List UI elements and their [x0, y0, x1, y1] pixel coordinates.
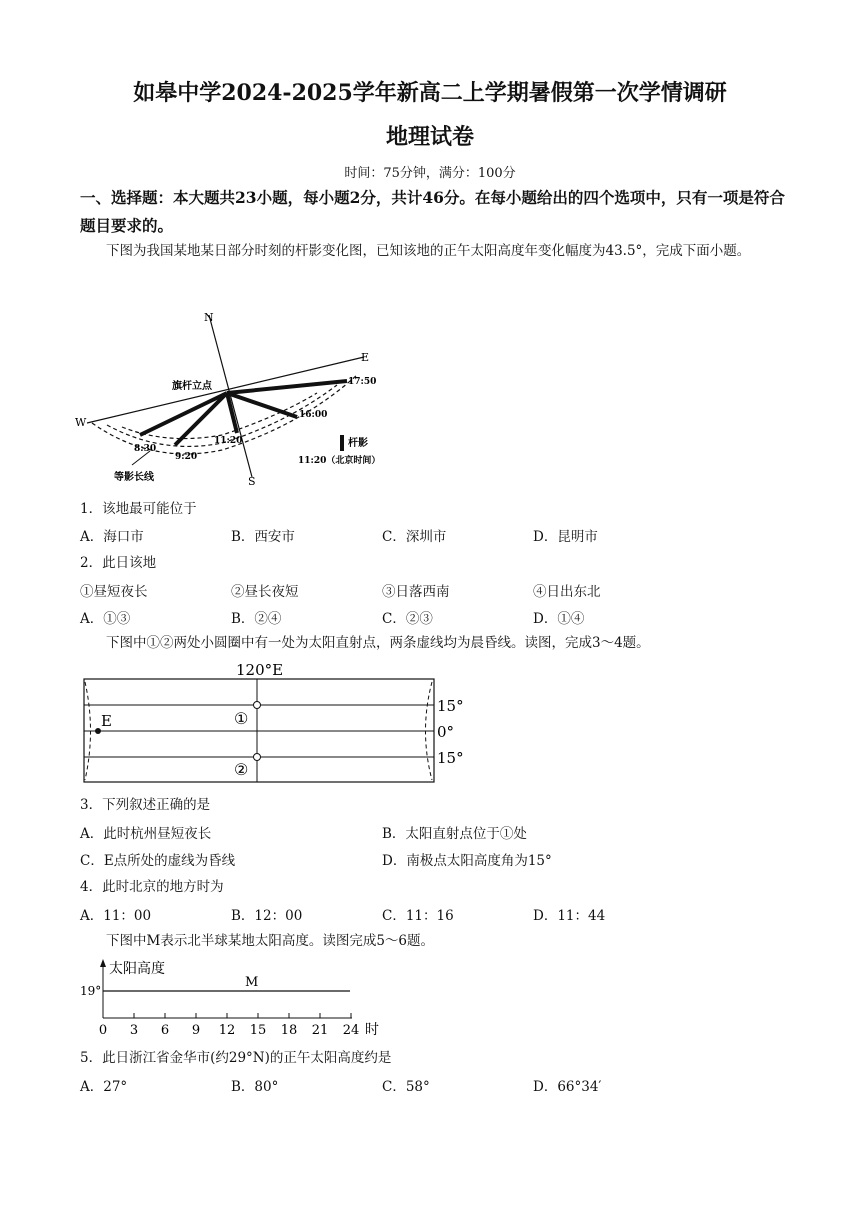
- q5-option-d[interactable]: D．66°34′: [533, 1079, 602, 1095]
- q4-option-d[interactable]: D．11：44: [533, 908, 606, 924]
- q2-option-a[interactable]: A．①③: [80, 611, 131, 627]
- label-contour: 等影长线: [114, 472, 154, 483]
- q1-option-a[interactable]: A．海口市: [80, 529, 144, 545]
- legend-label-time: 11:20（北京时间）: [298, 456, 381, 466]
- intro-2: 下图中①②两处小圆圈中有一处为太阳直射点，两条虚线均为晨昏线。读图，完成3～4题。: [106, 635, 650, 651]
- label-e-point: E: [101, 712, 112, 730]
- label-t1600: 16:00: [299, 410, 328, 420]
- x-tick-label: 24: [342, 1023, 360, 1038]
- q5-option-b[interactable]: B．80°: [231, 1079, 279, 1095]
- circle-2: [254, 754, 261, 761]
- q3-option-a[interactable]: A．此时杭州昼短夜长: [80, 826, 212, 842]
- shadow-diagram: [72, 305, 402, 490]
- q5-option-a[interactable]: A．27°: [80, 1079, 128, 1095]
- x-ticks: [99, 1013, 359, 1038]
- label-pole: 旗杆立点: [172, 381, 212, 392]
- q2-statement-2: ②昼长夜短: [231, 584, 299, 600]
- y-axis-arrow: [100, 959, 106, 967]
- label-m: M: [245, 975, 259, 990]
- label-s: S: [248, 475, 256, 488]
- q4-option-a[interactable]: A．11：00: [80, 908, 152, 924]
- x-tick-label: 21: [311, 1023, 329, 1038]
- label-circle-2: ②: [234, 760, 249, 779]
- terminator-diagram: [82, 660, 472, 785]
- label-t0920: 9:20: [175, 452, 198, 462]
- label-t1120: 11:20: [214, 436, 243, 446]
- q1-option-c[interactable]: C．深圳市: [382, 529, 447, 545]
- label-w: W: [75, 416, 87, 429]
- label-lat-15s: 15°: [437, 749, 464, 767]
- intro-1: 下图为我国某地某日部分时刻的杆影变化图，已知该地的正午太阳高度年变化幅度为43.5°，完成下面小题。: [106, 243, 751, 259]
- shadow-1600: [227, 393, 297, 417]
- circle-1: [254, 702, 261, 709]
- label-circle-1: ①: [234, 709, 249, 728]
- label-lat-15n: 15°: [437, 697, 464, 715]
- exam-subtitle: 地理试卷: [385, 124, 474, 150]
- q3-stem: 3．下列叙述正确的是: [80, 797, 211, 813]
- q2-statement-1: ①昼短夜长: [80, 584, 148, 600]
- q5-option-c[interactable]: C．58°: [382, 1079, 430, 1095]
- legend-label-shadow: 杆影: [348, 438, 368, 449]
- q2-statement-3: ③日落西南: [382, 584, 450, 600]
- q2-option-b[interactable]: B．②④: [231, 611, 282, 627]
- q3-option-c[interactable]: C．E点所处的虚线为昏线: [80, 853, 236, 869]
- q5-stem: 5．此日浙江省金华市(约29°N)的正午太阳高度约是: [80, 1050, 392, 1066]
- x-tick-label: 15: [249, 1023, 267, 1038]
- y-axis-label: 太阳高度: [109, 961, 165, 977]
- q3-option-d[interactable]: D．南极点太阳高度角为15°: [382, 853, 552, 869]
- label-n: N: [204, 311, 214, 324]
- shadow-0830: [140, 393, 227, 435]
- section-heading: 一、选择题：本大题共23小题，每小题2分，共计46分。在每小题给出的四个选项中，只有一项是符合题目要求的。: [80, 188, 785, 235]
- label-t1750: 17:50: [348, 377, 377, 387]
- q1-option-d[interactable]: D．昆明市: [533, 529, 598, 545]
- q1-stem: 1．该地最可能位于: [80, 501, 197, 517]
- x-tick-label: 3: [129, 1023, 139, 1038]
- q4-stem: 4．此时北京的地方时为: [80, 879, 224, 895]
- q3-option-b[interactable]: B．太阳直射点位于①处: [382, 826, 527, 842]
- x-tick-label: 18: [280, 1023, 298, 1038]
- label-t0830: 8:30: [134, 444, 157, 454]
- exam-meta: 时间：75分钟，满分：100分: [344, 166, 516, 181]
- label-e: E: [361, 351, 370, 364]
- q2-option-c[interactable]: C．②③: [382, 611, 433, 627]
- x-tick-label: 6: [160, 1023, 170, 1038]
- q4-option-b[interactable]: B．12：00: [231, 908, 303, 924]
- x-tick-label: 9: [191, 1023, 201, 1038]
- label-lat-0: 0°: [437, 723, 455, 741]
- x-tick-label: 0: [98, 1023, 108, 1038]
- q2-statement-4: ④日出东北: [533, 584, 601, 600]
- intro-3: 下图中M表示北半球某地太阳高度。读图完成5～6题。: [106, 933, 435, 949]
- x-tick-label: 12: [218, 1023, 236, 1038]
- q4-option-c[interactable]: C．11：16: [382, 908, 454, 924]
- x-axis-unit: 时: [365, 1022, 379, 1038]
- solar-altitude-graph: [72, 955, 392, 1040]
- q2-option-d[interactable]: D．①④: [533, 611, 585, 627]
- exam-title: 如皋中学2024-2025学年新高二上学期暑假第一次学情调研: [133, 80, 727, 106]
- q1-option-b[interactable]: B．西安市: [231, 529, 295, 545]
- label-120e: 120°E: [236, 661, 284, 679]
- y-value-label: 19°: [80, 984, 102, 998]
- q2-stem: 2．此日该地: [80, 555, 157, 571]
